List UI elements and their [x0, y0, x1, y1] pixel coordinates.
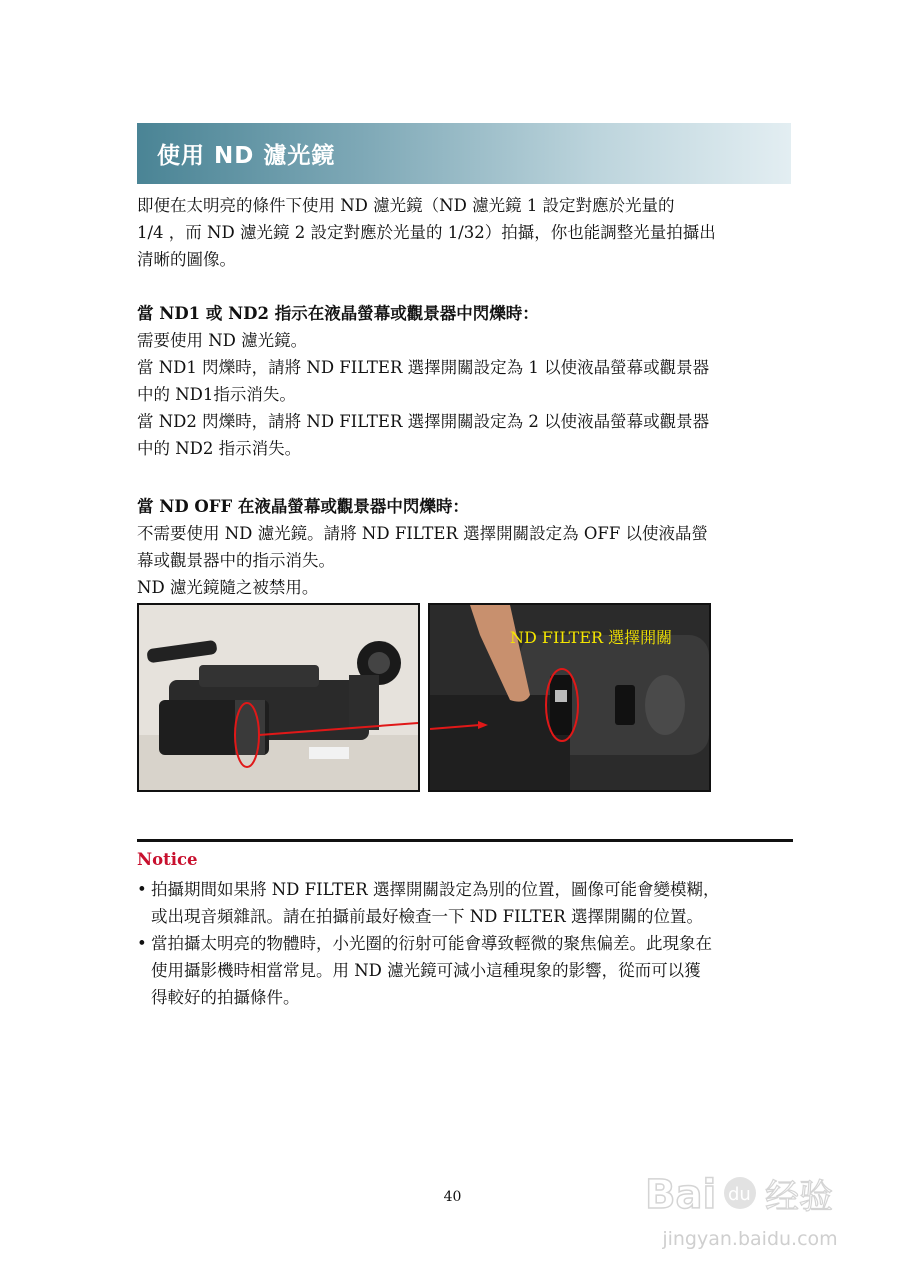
- intro-paragraph: [137, 192, 777, 273]
- body-line: 需要使用 ND 濾光鏡。: [137, 331, 308, 350]
- section-nd1-nd2: [137, 300, 777, 462]
- section-title-bar: [137, 123, 791, 184]
- intro-line: 即便在太明亮的條件下使用 ND 濾光鏡（ND 濾光鏡 1 設定對應於光量的: [137, 196, 675, 215]
- body-line: 中的 ND2 指示消失。: [137, 439, 302, 458]
- body-line: 幕或觀景器中的指示消失。: [137, 551, 335, 570]
- bullet-icon: •: [137, 880, 147, 899]
- notice-line: 使用攝影機時相當常見。用 ND 濾光鏡可減小這種現象的影響，從而可以獲: [151, 961, 701, 980]
- page-number: 40: [443, 1189, 462, 1205]
- divider: [137, 839, 793, 842]
- section-heading: 當 ND OFF 在液晶螢幕或觀景器中閃爍時：: [137, 497, 469, 516]
- section-heading: 當 ND1 或 ND2 指示在液晶螢幕或觀景器中閃爍時：: [137, 304, 539, 323]
- svg-text:Bai: Bai: [645, 1172, 717, 1218]
- intro-line: 清晰的圖像。: [137, 250, 236, 269]
- watermark-url: jingyan.baidu.com: [662, 1228, 838, 1250]
- notice-list: [137, 876, 777, 1011]
- body-line: 中的 ND1指示消失。: [137, 385, 296, 404]
- body-line: 當 ND1 閃爍時，請將 ND FILTER 選擇開關設定為 1 以使液晶螢幕或觀景器: [137, 358, 710, 377]
- notice-line: 拍攝期間如果將 ND FILTER 選擇開關設定為別的位置，圖像可能會變模糊，: [151, 880, 720, 899]
- baidu-logo-icon: [645, 1148, 855, 1228]
- body-line: 當 ND2 閃爍時，請將 ND FILTER 選擇開關設定為 2 以使液晶螢幕或觀景器: [137, 412, 710, 431]
- body-line: 不需要使用 ND 濾光鏡。請將 ND FILTER 選擇開關設定為 OFF 以使液晶螢: [137, 524, 709, 543]
- page-title: 使用 ND 濾光鏡: [157, 143, 336, 169]
- list-item: [137, 930, 777, 1011]
- svg-text:经验: 经验: [765, 1177, 833, 1217]
- notice-line: 當拍攝太明亮的物體時，小光圈的衍射可能會導致輕微的聚焦偏差。此現象在: [151, 934, 712, 953]
- nd-filter-switch-photo: [428, 603, 711, 792]
- notice-title: Notice: [137, 850, 198, 869]
- notice-line: 或出現音頻雜訊。請在拍攝前最好檢查一下 ND FILTER 選擇開關的位置。: [151, 907, 703, 926]
- bullet-icon: •: [137, 934, 147, 953]
- baidu-watermark: [645, 1148, 855, 1248]
- section-nd-off: [137, 493, 777, 601]
- svg-text:du: du: [728, 1184, 751, 1205]
- camcorder-photo: [137, 603, 420, 792]
- list-item: [137, 876, 777, 930]
- body-line: ND 濾光鏡隨之被禁用。: [137, 578, 319, 597]
- intro-line: 1/4 ，而 ND 濾光鏡 2 設定對應於光量的 1/32）拍攝，你也能調整光量拍攝出: [137, 223, 716, 242]
- notice-line: 得較好的拍攝條件。: [151, 988, 300, 1007]
- nd-filter-label: ND FILTER 選擇開關: [510, 628, 673, 647]
